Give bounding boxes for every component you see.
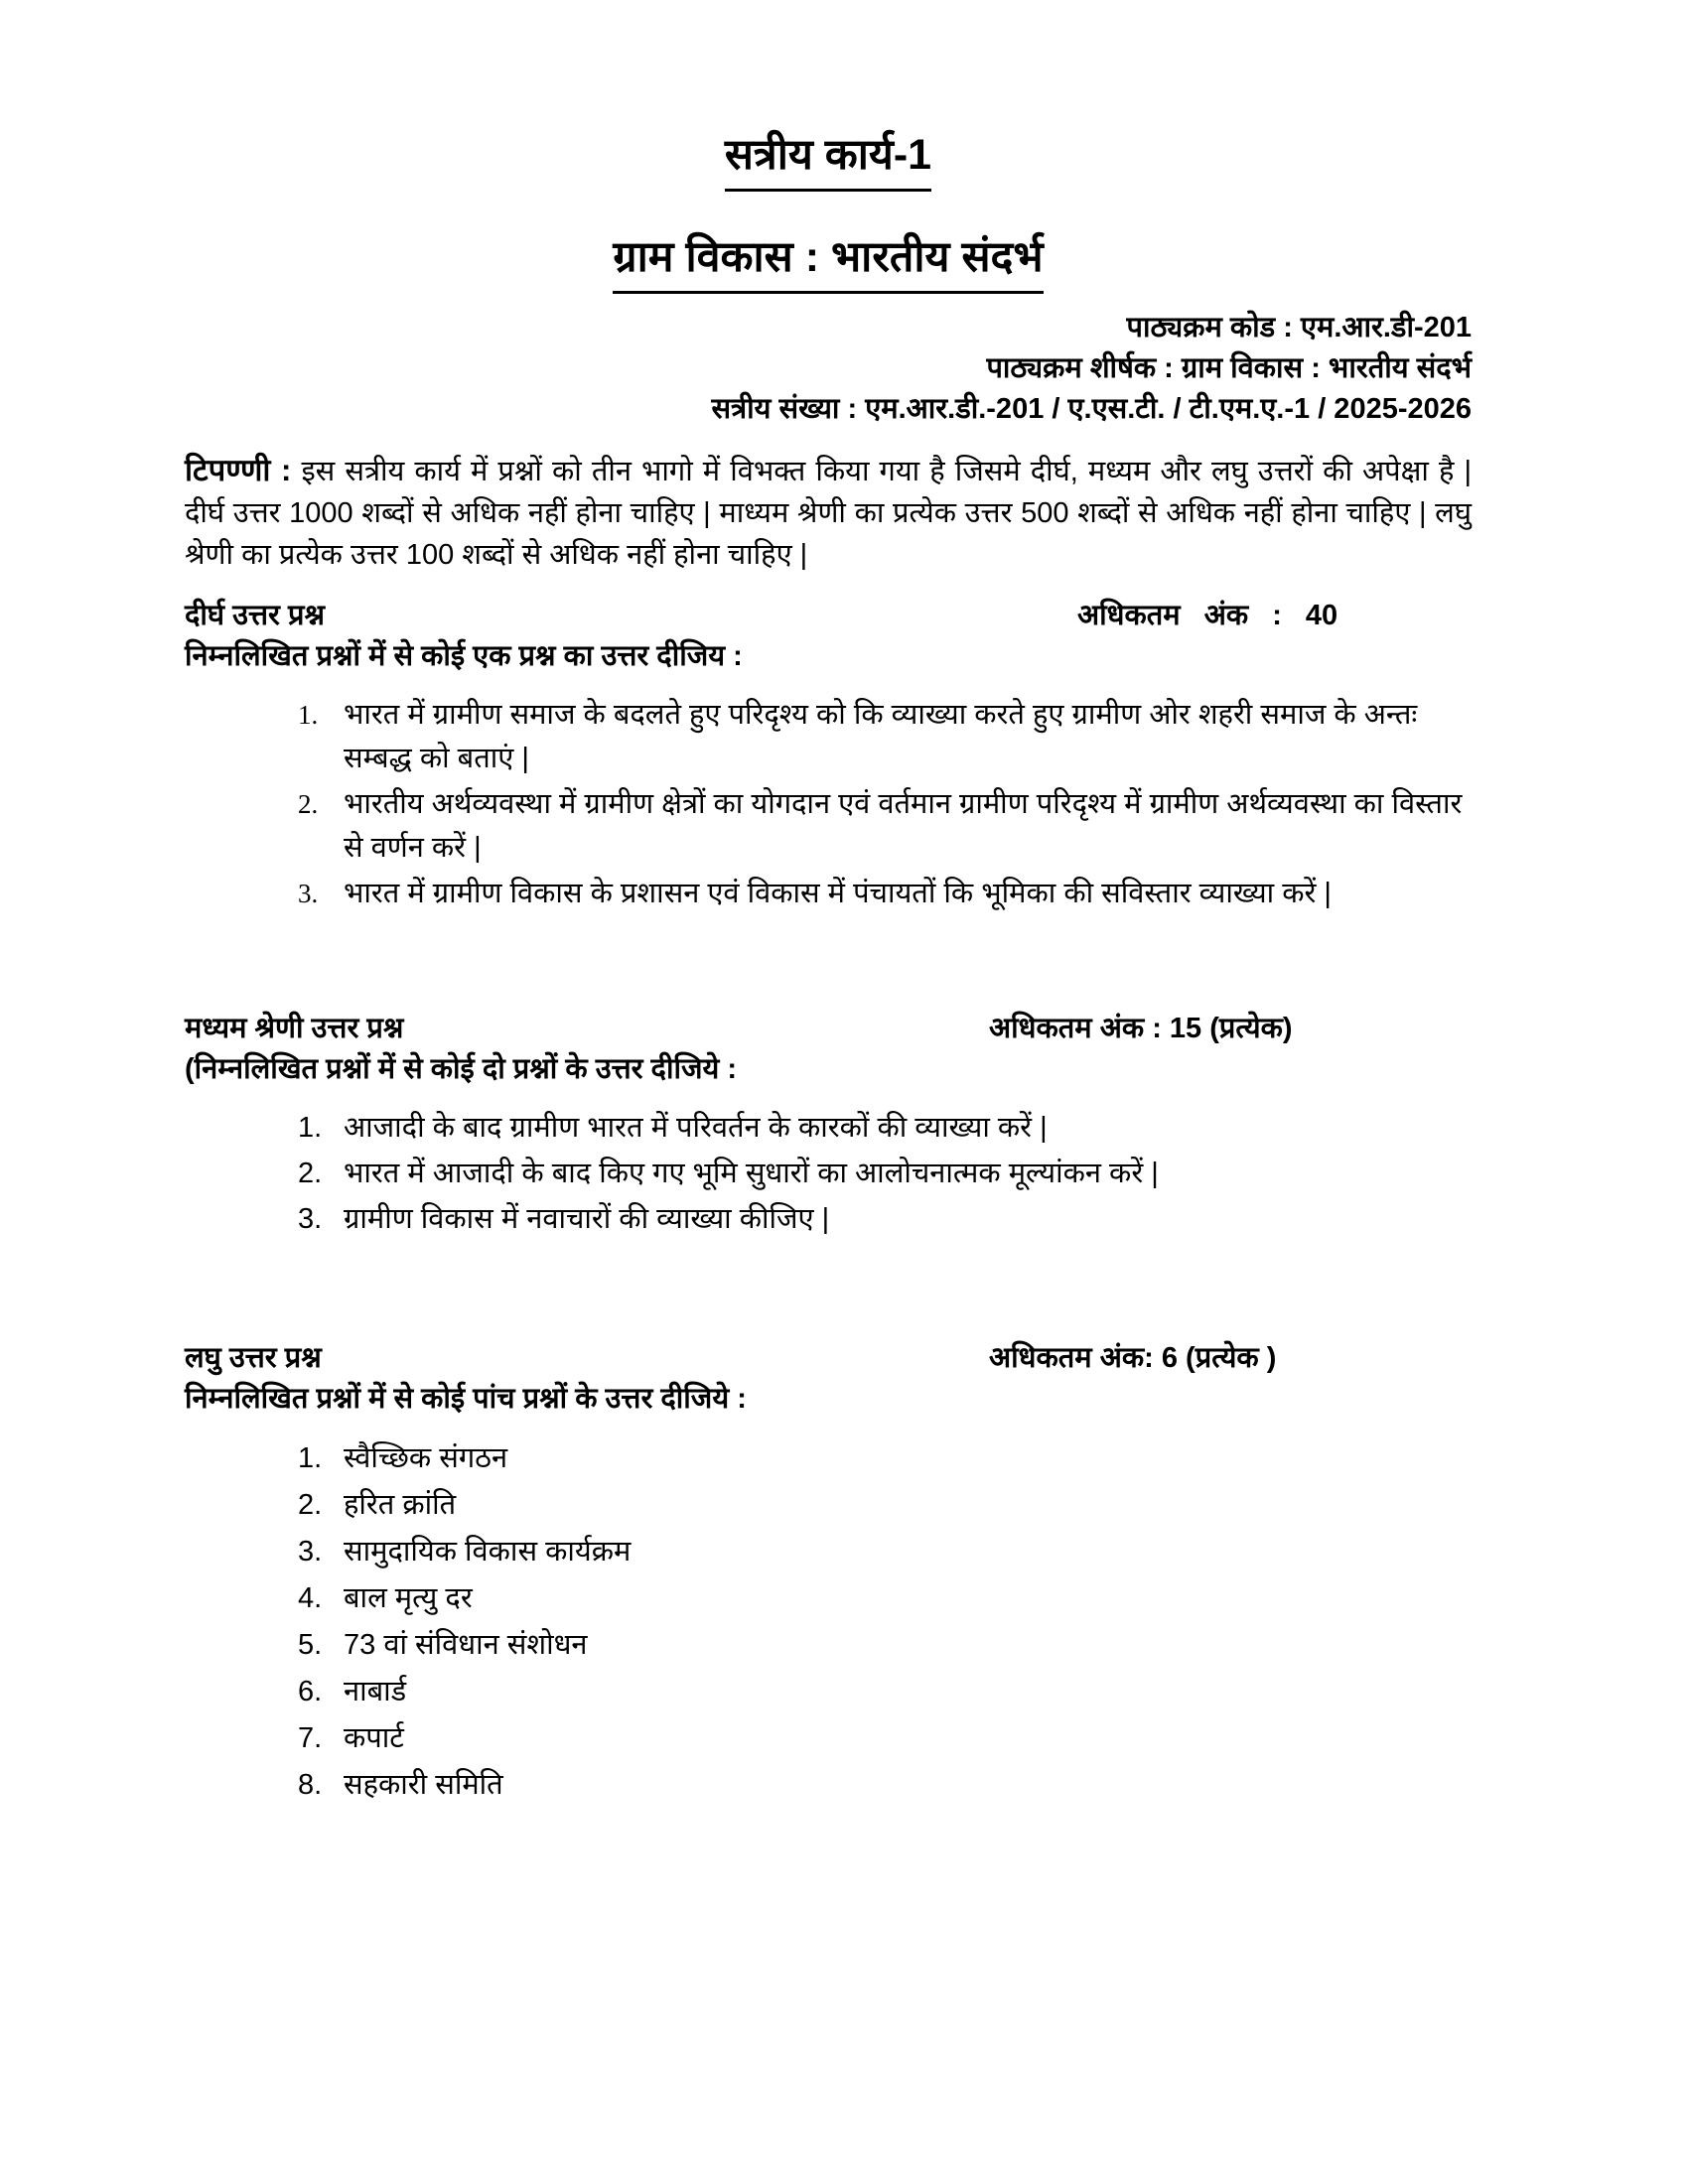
question-text: हरित क्रांति	[344, 1489, 457, 1521]
question-item	[185, 1152, 1472, 1195]
question-number: 3.	[298, 1203, 323, 1235]
question-number: 5.	[298, 1629, 323, 1661]
question-item	[185, 1529, 1472, 1574]
note-text: इस सत्रीय कार्य में प्रश्नों को तीन भागो में विभक्त किया गया है जिसमे दीर्घ, मध्यम और लघु उत्तरों की अपेक्षा है | दीर्घ उत्तर 1000 शब्दों से अधिक नहीं होना चाहिए | माध्यम श्रेणी का प्रत्येक उत्तर 500 शब्दों से अधिक नहीं होना चाहिए | लघु श्रेणी का प्रत्येक उत्तर 100 शब्दों से अधिक नहीं होना चाहिए |	[185, 456, 1472, 571]
section-gap	[185, 917, 1472, 1009]
question-number: 2.	[298, 1158, 323, 1189]
assignment-title	[185, 125, 1472, 192]
note-label: टिपण्णी :	[185, 453, 292, 487]
question-text: भारत में ग्रामीण विकास के प्रशासन एवं विकास में पंचायतों कि भूमिका की सविस्तार व्याख्या करें |	[344, 878, 1332, 909]
question-item	[185, 1762, 1472, 1808]
question-number: 8.	[298, 1769, 323, 1801]
long-answer-question-list	[185, 693, 1472, 915]
question-text: कपार्ट	[344, 1722, 404, 1754]
question-number: 3.	[298, 1536, 323, 1568]
question-item	[185, 782, 1472, 870]
question-text: भारतीय अर्थव्यवस्था में ग्रामीण क्षेत्रों का योगदान एवं वर्तमान ग्रामीण परिदृश्य में ग्रामीण अर्थव्यवस्था का विस्तार से वर्णन करें |	[344, 788, 1463, 864]
question-item	[185, 1106, 1472, 1150]
question-text: भारत में आजादी के बाद किए गए भूमि सुधारों का आलोचनात्मक मूल्यांकन करें |	[344, 1158, 1159, 1189]
question-number: 7.	[298, 1722, 323, 1754]
subject-title	[185, 227, 1472, 294]
question-item	[185, 872, 1472, 915]
short-answer-instruction: निम्नलिखित प्रश्नों में से कोई पांच प्रश्नों के उत्तर दीजिये :	[185, 1383, 747, 1415]
question-item	[185, 1435, 1472, 1481]
short-answer-question-list	[185, 1435, 1472, 1808]
question-text: ग्रामीण विकास में नवाचारों की व्याख्या कीजिए |	[344, 1203, 830, 1235]
question-text: आजादी के बाद ग्रामीण भारत में परिवर्तन के कारकों की व्याख्या करें |	[344, 1112, 1048, 1144]
meta-block	[185, 308, 1472, 430]
question-text: 73 वां संविधान संशोधन	[344, 1629, 588, 1661]
note-paragraph	[185, 450, 1472, 576]
question-number: 2.	[298, 789, 319, 819]
question-number: 6.	[298, 1676, 323, 1707]
question-text: बाल मृत्यु दर	[344, 1582, 473, 1614]
question-item	[185, 1197, 1472, 1241]
long-answer-section-header	[185, 596, 1472, 635]
question-item	[185, 1669, 1472, 1714]
medium-answer-instruction: (निम्नलिखित प्रश्नों में से कोई दो प्रश्नों के उत्तर दीजिये :	[185, 1053, 738, 1085]
short-answer-section-header	[185, 1338, 1472, 1378]
assignment-title-text: सत्रीय कार्य-1	[725, 125, 931, 192]
short-answer-heading: लघु उत्तर प्रश्न	[185, 1342, 322, 1374]
subject-title-text: ग्राम विकास : भारतीय संदर्भ	[613, 227, 1043, 294]
short-answer-marks: अधिकतम अंक: 6 (प्रत्येक )	[989, 1342, 1277, 1374]
long-answer-heading: दीर्घ उत्तर प्रश्न	[185, 600, 325, 631]
question-number: 2.	[298, 1489, 323, 1521]
question-text: सामुदायिक विकास कार्यक्रम	[344, 1536, 632, 1568]
question-number: 1.	[298, 1442, 323, 1474]
question-item	[185, 1622, 1472, 1668]
question-text: नाबार्ड	[344, 1676, 407, 1707]
question-number: 1.	[298, 700, 319, 730]
medium-answer-section-header	[185, 1009, 1472, 1048]
long-answer-marks: अधिकतम अंक : 40	[1077, 600, 1338, 631]
section-gap	[185, 1243, 1472, 1338]
long-answer-instruction: निम्नलिखित प्रश्नों में से कोई एक प्रश्न का उत्तर दीजिय :	[185, 640, 743, 672]
question-number: 3.	[298, 879, 319, 908]
medium-answer-heading: मध्यम श्रेणी उत्तर प्रश्न	[185, 1013, 404, 1044]
question-text: सहकारी समिति	[344, 1769, 503, 1801]
course-code-line: पाठ्यक्रम कोड : एम.आर.डी-201	[1126, 312, 1472, 343]
question-number: 4.	[298, 1582, 323, 1614]
session-number-line: सत्रीय संख्या : एम.आर.डी.-201 / ए.एस.टी. / टी.एम.ए.-1 / 2025-2026	[711, 393, 1472, 425]
question-text: स्वैच्छिक संगठन	[344, 1442, 508, 1474]
course-title-line: पाठ्यक्रम शीर्षक : ग्राम विकास : भारतीय संदर्भ	[986, 352, 1472, 384]
question-item	[185, 1482, 1472, 1528]
question-item	[185, 1715, 1472, 1761]
question-item	[185, 1575, 1472, 1621]
question-item	[185, 693, 1472, 780]
medium-answer-question-list	[185, 1106, 1472, 1241]
question-number: 1.	[298, 1112, 323, 1144]
question-text: भारत में ग्रामीण समाज के बदलते हुए परिदृश्य को कि व्याख्या करते हुए ग्रामीण ओर शहरी समाज के अन्तः सम्बद्ध को बताएं |	[344, 699, 1418, 774]
medium-answer-marks: अधिकतम अंक : 15 (प्रत्येक)	[989, 1013, 1293, 1044]
